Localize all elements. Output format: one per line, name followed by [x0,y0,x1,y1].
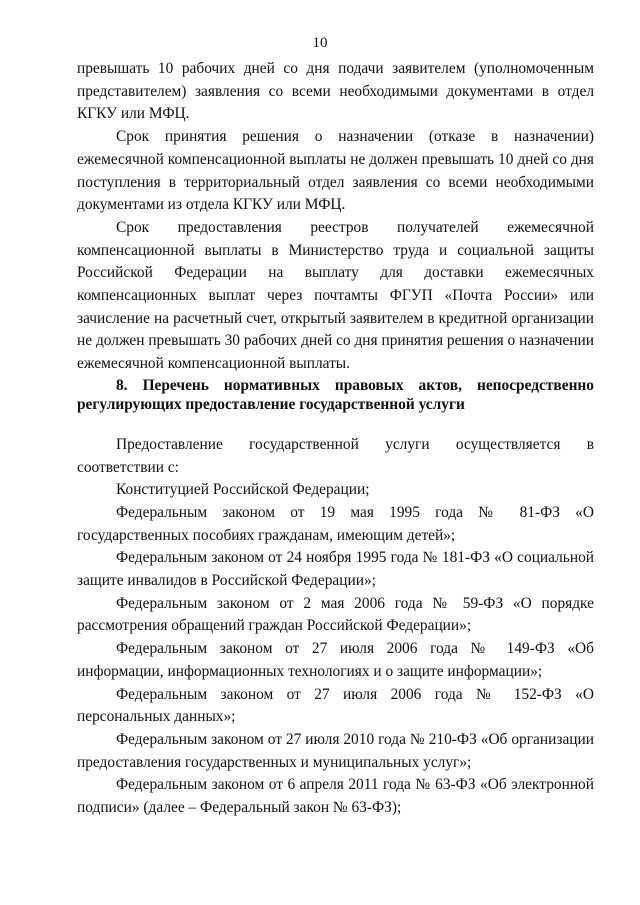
paragraph: превышать 10 рабочих дней со дня подачи заявителем (уполномоченным представителем) заявления со всеми необходимыми документами в отдел КГКУ или МФЦ. [77,60,594,123]
paragraph: Срок предоставления реестров получателей ежемесячной компенсационной выплаты в Министерство труда и социальной защиты Российской Федерации на выплату для доставки ежемесячных компенсационных выплат через почтамты ФГУП «Почта России» или зачисление на расчетный счет, открытый заявителем в кредитной организации не должен превышать 30 рабочих дней со дня принятия решения о назначении ежемесячной компенсационной выплаты. [77,218,594,373]
legal-act-item: Федеральным законом от 27 июля 2006 года № 152-ФЗ «О персональных данных»; [77,685,594,726]
page-number: 10 [312,35,328,51]
section-heading: 8. Перечень нормативных правовых актов, непосредственно регулирующих предоставление государственной услуги [77,376,594,413]
page-content [77,58,594,820]
legal-act-item: Федеральным законом от 2 мая 2006 года № 59-ФЗ «О порядке рассмотрения обращений граждан Российской Федерации»; [77,594,594,635]
intro-paragraph: Предоставление государственной услуги осуществляется в соответствии с: [77,435,594,476]
legal-act-item: Федеральным законом от 6 апреля 2011 года № 63-ФЗ «Об электронной подписи» (далее – Федеральный закон № 63-ФЗ); [77,776,594,817]
legal-act-item: Федеральным законом от 19 мая 1995 года № 81-ФЗ «О государственных пособиях гражданам, имеющим детей»; [77,503,594,544]
legal-act-item: Федеральным законом от 24 ноября 1995 года № 181-ФЗ «О социальной защите инвалидов в Российской Федерации»; [77,549,594,590]
paragraph: Срок принятия решения о назначении (отказе в назначении) ежемесячной компенсационной выплаты не должен превышать 10 дней со дня поступления в территориальный отдел заявления со всеми необходимыми документами из отдела КГКУ или МФЦ. [77,128,594,214]
legal-act-item: Федеральным законом от 27 июля 2006 года № 149-ФЗ «Об информации, информационных технологиях и о защите информации»; [77,640,594,680]
legal-act-item: Конституцией Российской Федерации; [116,481,370,499]
legal-act-item: Федеральным законом от 27 июля 2010 года № 210-ФЗ «Об организации предоставления государственных и муниципальных услуг»; [77,730,594,771]
